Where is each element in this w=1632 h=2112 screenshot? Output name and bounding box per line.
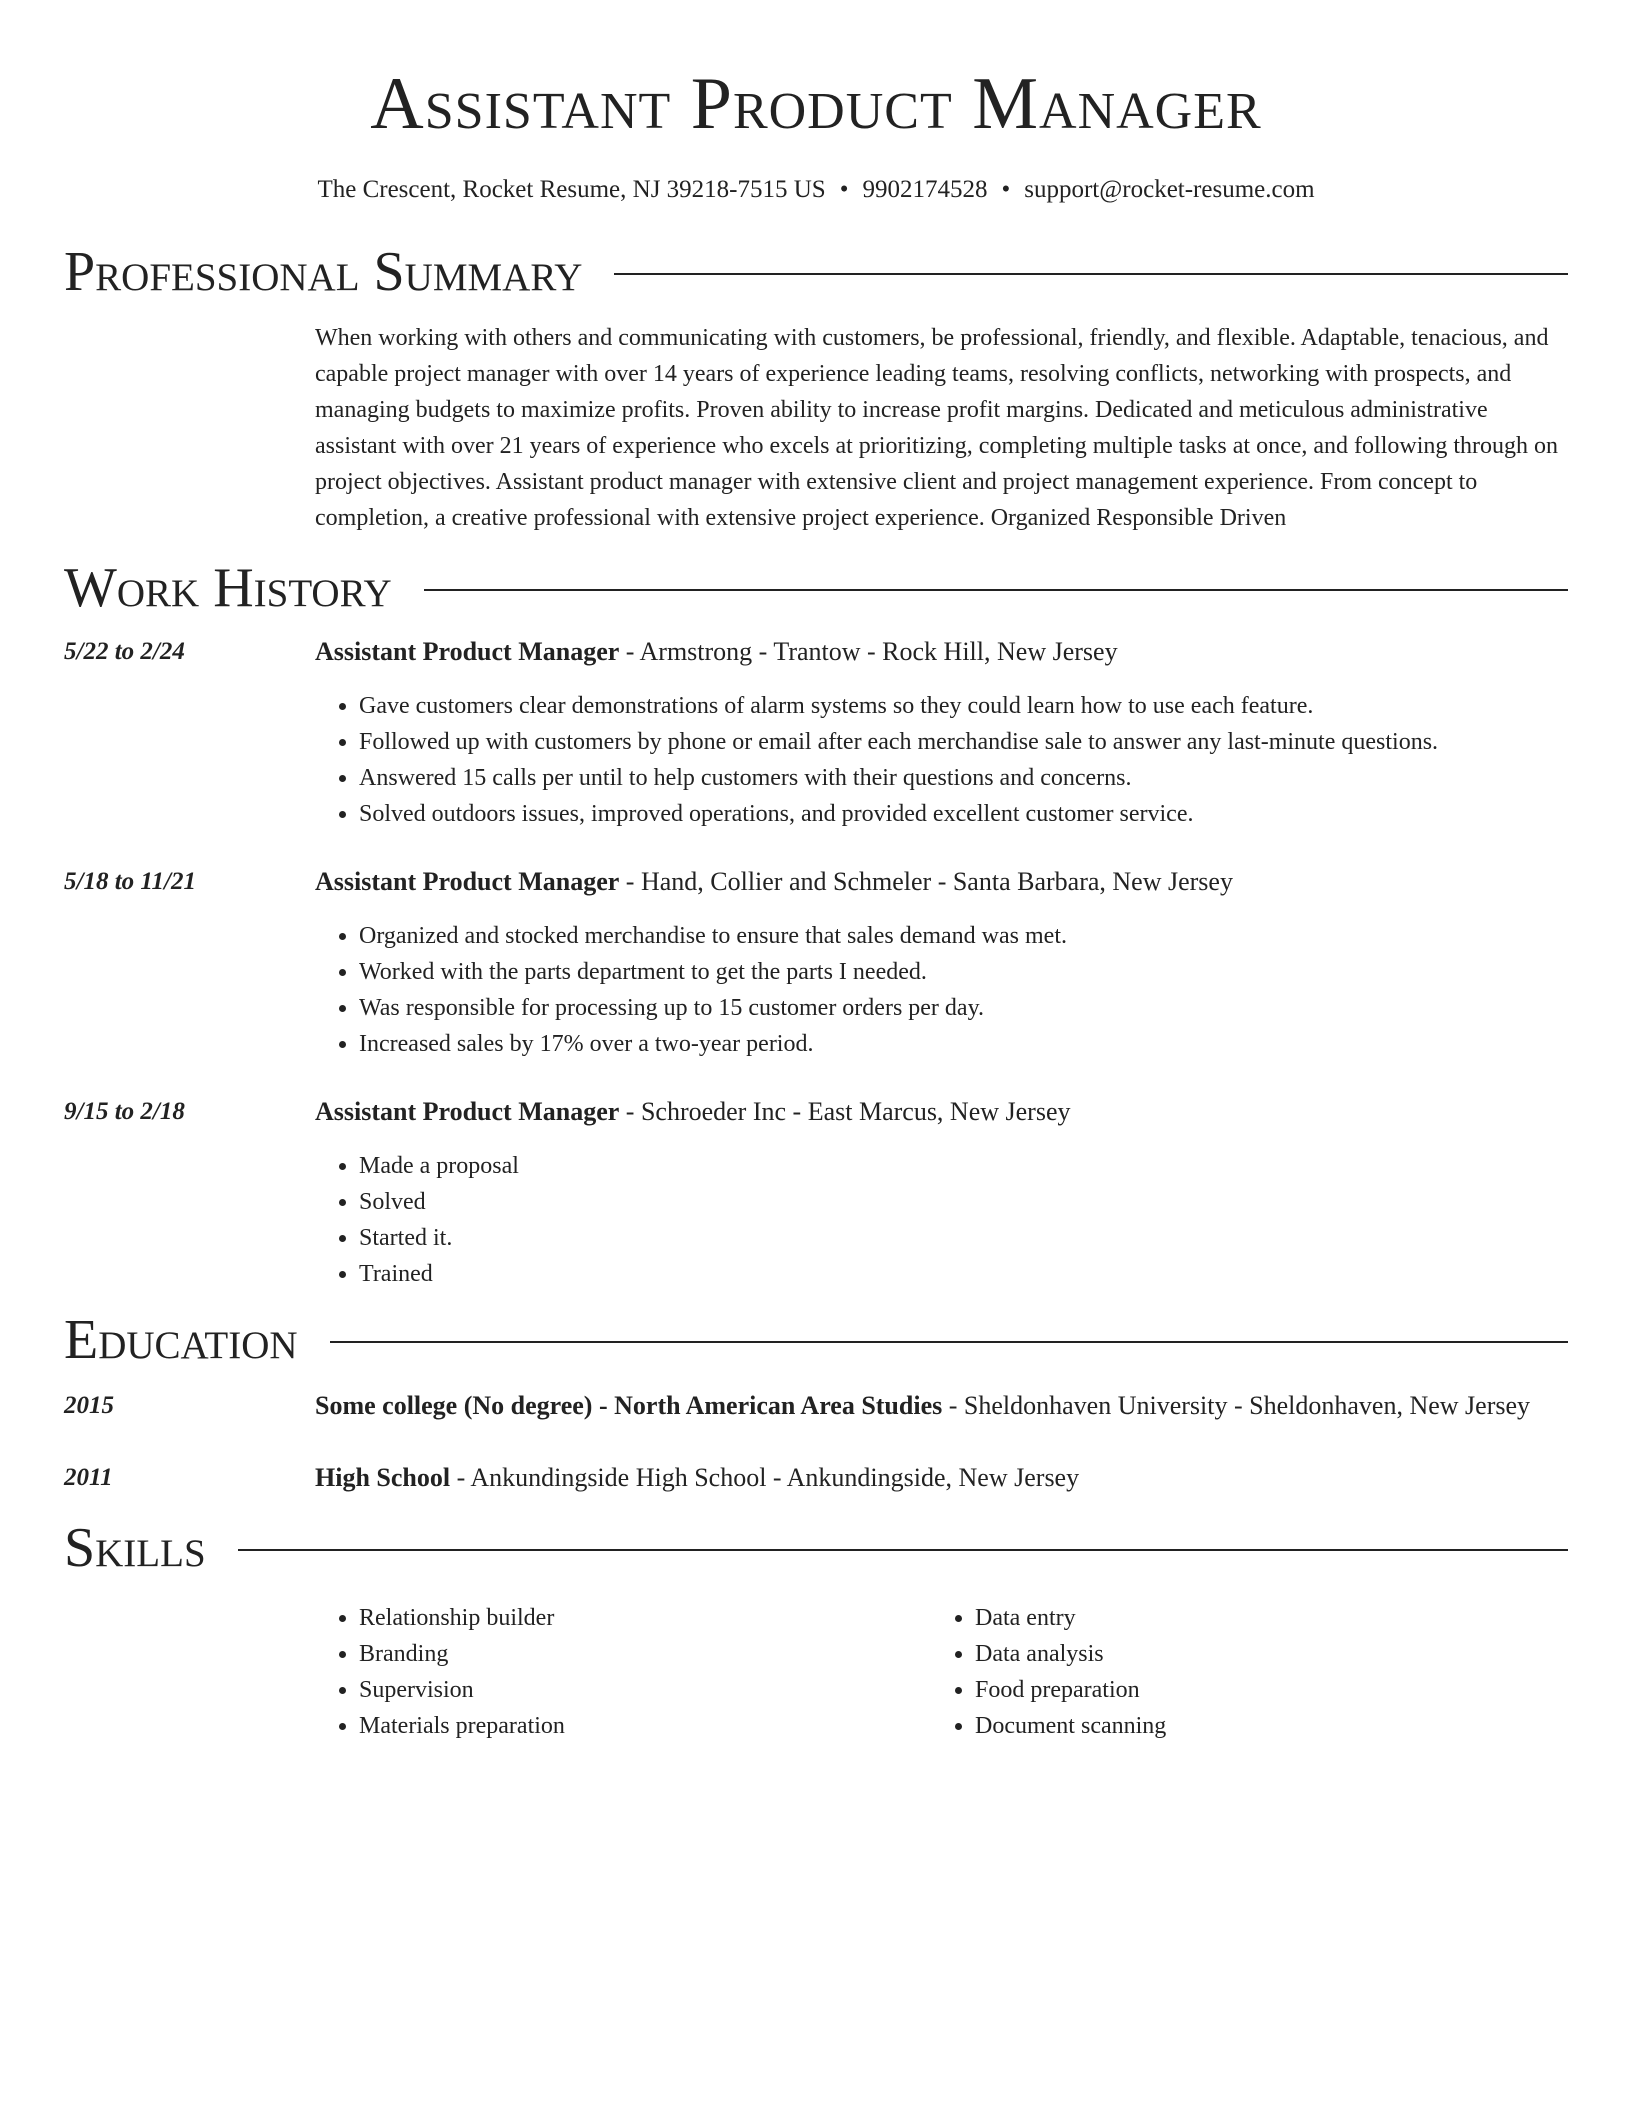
skill-item: • Branding [359,1636,931,1672]
education-content [315,1460,1568,1496]
work-entry [64,634,1568,832]
education-year: 2015 [64,1392,114,1419]
work-section-title: Work History [64,557,392,619]
contact-address: The Crescent, Rocket Resume, NJ 39218-7515 US [317,176,826,203]
resume-page [64,0,1568,1744]
section-divider [330,1341,1568,1343]
work-bullet: • Increased sales by 17% over a two-year period. [359,1026,1568,1062]
work-bullet: • Answered 15 calls per until to help customers with their questions and concerns. [359,760,1568,796]
education-content [315,1388,1568,1424]
skill-item: • Materials preparation [359,1708,931,1744]
contact-email: support@rocket-resume.com [1024,176,1315,203]
contact-line [64,174,1568,206]
work-headline [315,634,1568,670]
work-details: - Schroeder Inc - East Marcus, New Jersey [619,1097,1071,1126]
work-date: 5/18 to 11/21 [64,868,196,895]
work-bullet: • Solved outdoors issues, improved operations, and provided excellent customer service. [359,796,1568,832]
skills-section-header [64,1516,1568,1580]
work-bullets [315,918,1568,1062]
summary-text: When working with others and communicating with customers, be professional, friendly, and flexible. Adaptable, tenacious, and capable project manager with over 14 years of experience leading teams, resolving conflicts, networking with prospects, and managing budgets to maximize profits. Proven ability to increase profit margins. Dedicated and meticulous administrative assistant with over 21 years of experience who excels at prioritizing, completing multiple tasks at once, and following through on project objectives. Assistant product manager with extensive client and project management experience. From concept to completion, a creative professional with extensive project experience. Organized Responsible Driven [315,325,1559,531]
skill-item: • Food preparation [975,1672,1547,1708]
work-role: Assistant Product Manager [315,867,620,896]
work-entry [64,1094,1568,1292]
skill-item: • Data analysis [975,1636,1547,1672]
work-details: - Hand, Collier and Schmeler - Santa Barbara, New Jersey [619,867,1233,896]
contact-phone: 9902174528 [862,176,988,203]
education-year: 2011 [64,1464,113,1491]
education-degree: Some college (No degree) - North American Area Studies [315,1391,943,1420]
work-headline [315,864,1568,900]
summary-section-header [64,240,1568,304]
work-content [315,634,1568,832]
education-entry [64,1460,1568,1496]
contact-separator: • [839,176,849,203]
work-details: - Armstrong - Trantow - Rock Hill, New Jersey [619,637,1118,666]
work-role: Assistant Product Manager [315,637,620,666]
work-bullet: • Solved [359,1184,1568,1220]
work-headline [315,1094,1568,1130]
education-headline [315,1460,1568,1496]
skills-list-left [315,1600,931,1744]
work-bullet: • Trained [359,1256,1568,1292]
work-bullet: • Was responsible for processing up to 15 customer orders per day. [359,990,1568,1026]
work-bullets [315,1148,1568,1292]
education-degree: High School [315,1463,451,1492]
section-divider [614,273,1568,275]
education-details: - Sheldonhaven University - Sheldonhaven, New Jersey [942,1391,1531,1420]
skill-item: • Document scanning [975,1708,1547,1744]
skill-item: • Relationship builder [359,1600,931,1636]
skills-columns [315,1600,1568,1744]
resume-title: Assistant Product Manager [370,63,1262,145]
work-role: Assistant Product Manager [315,1097,620,1126]
education-section-header [64,1308,1568,1372]
work-date: 9/15 to 2/18 [64,1098,185,1125]
work-bullet: • Worked with the parts department to get the parts I needed. [359,954,1568,990]
work-content [315,1094,1568,1292]
work-content [315,864,1568,1062]
contact-separator: • [1001,176,1011,203]
work-bullet: • Organized and stocked merchandise to ensure that sales demand was met. [359,918,1568,954]
section-divider [238,1549,1568,1551]
work-bullet: • Gave customers clear demonstrations of alarm systems so they could learn how to use each feature. [359,688,1568,724]
section-divider [424,589,1568,591]
education-entry [64,1388,1568,1424]
work-date: 5/22 to 2/24 [64,638,185,665]
education-details: - Ankundingside High School - Ankundingside, New Jersey [450,1463,1080,1492]
work-bullet: • Made a proposal [359,1148,1568,1184]
education-section-title: Education [64,1309,298,1371]
work-bullet: • Followed up with customers by phone or email after each merchandise sale to answer any last-minute questions. [359,724,1568,760]
work-bullet: • Started it. [359,1220,1568,1256]
education-headline [315,1388,1568,1424]
summary-section-title: Professional Summary [64,241,583,303]
skill-item: • Supervision [359,1672,931,1708]
work-bullets [315,688,1568,832]
work-section-header [64,556,1568,620]
skills-list-right [931,1600,1547,1744]
skill-item: • Data entry [975,1600,1547,1636]
work-entry [64,864,1568,1062]
skills-section-title: Skills [64,1517,206,1579]
